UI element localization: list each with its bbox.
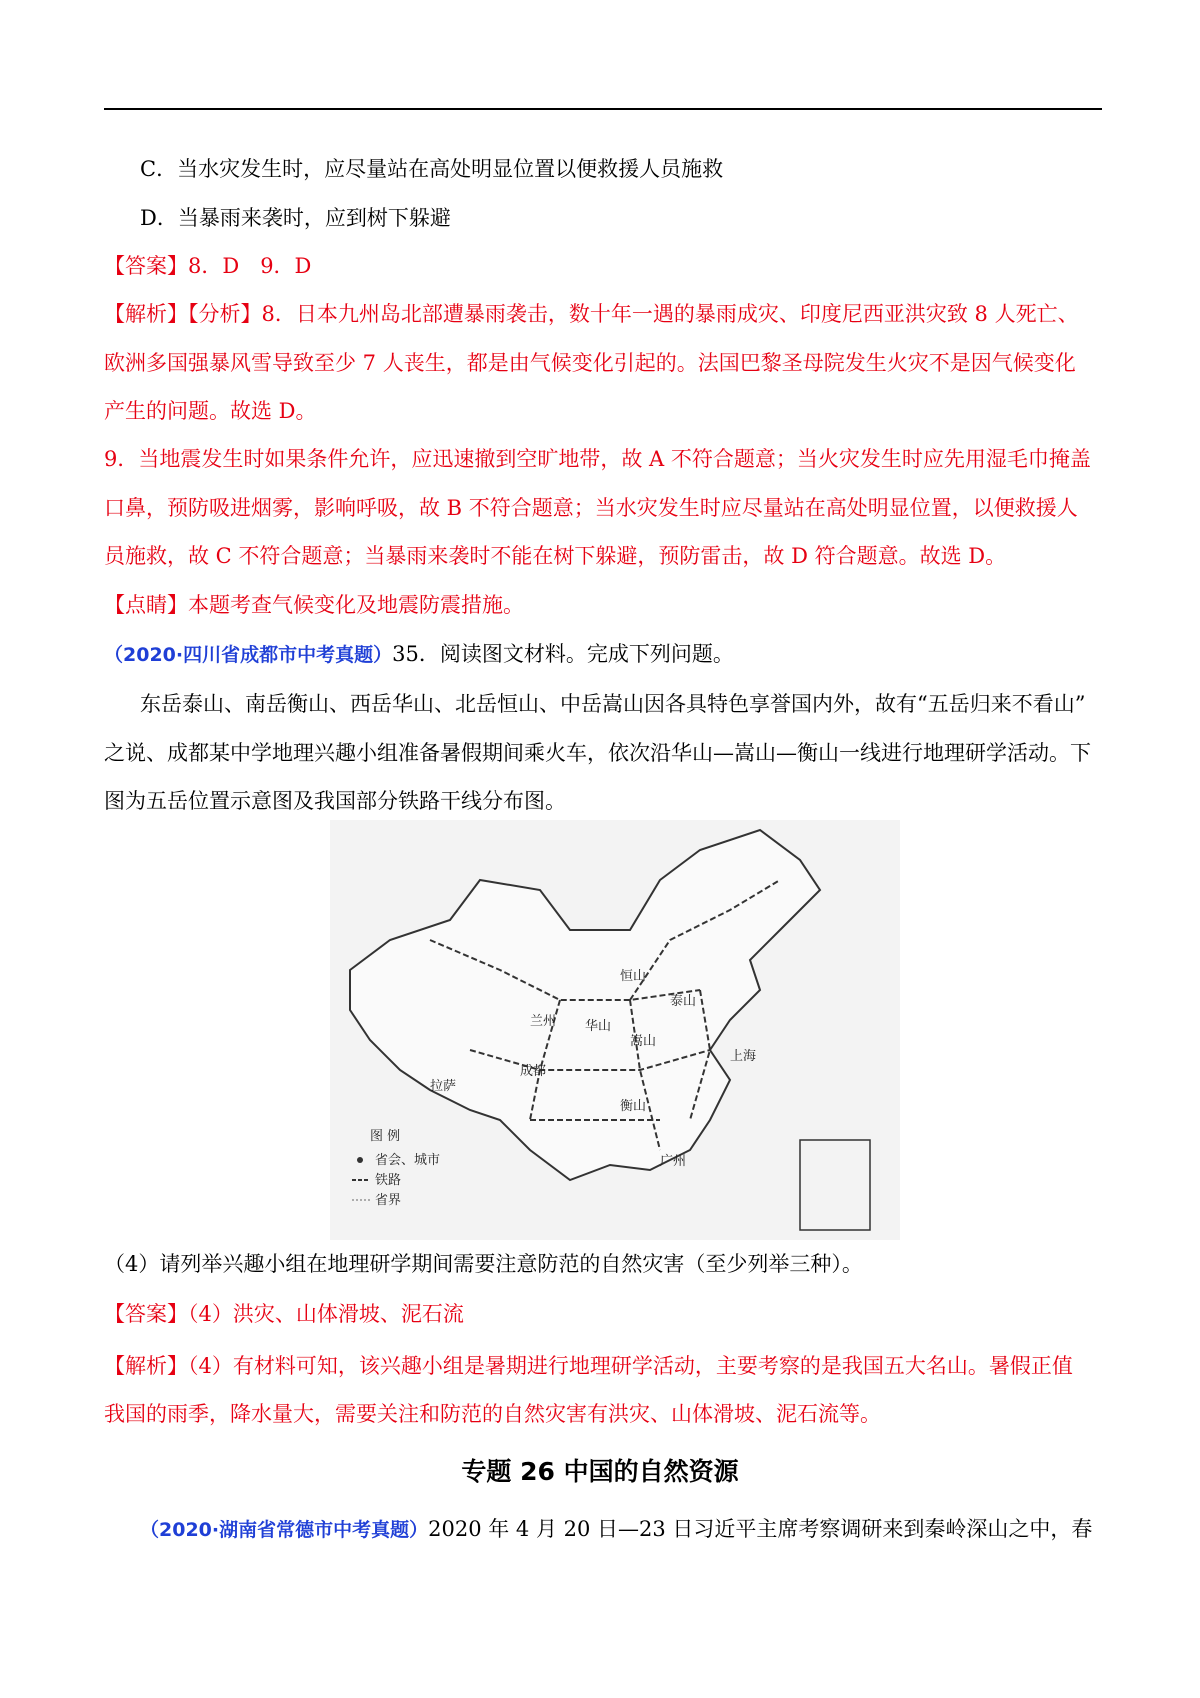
next-question xyxy=(140,1515,1092,1544)
map-label-huashan: 华山 xyxy=(585,1019,612,1034)
next-source-label: （2020·湖南省常德市中考真题） xyxy=(140,1519,429,1541)
question-4: （4）请列举兴趣小组在地理研学期间需要注意防范的自然灾害（至少列举三种）。 xyxy=(104,1252,863,1276)
answer-8-9: 【答案】8．D 9．D xyxy=(104,254,312,278)
material-line3: 图为五岳位置示意图及我国部分铁路干线分布图。 xyxy=(104,789,566,813)
material-line2: 之说、成都某中学地理兴趣小组准备暑假期间乘火车，依次沿华山—嵩山—衡山一线进行地理研学活动。下 xyxy=(104,741,1091,765)
analysis-4-line2: 我国的雨季，降水量大，需要关注和防范的自然灾害有洪灾、山体滑坡、泥石流等。 xyxy=(104,1402,881,1426)
map-label-lanzhou: 兰州 xyxy=(530,1014,557,1029)
analysis-4-line1: 【解析】（4）有材料可知，该兴趣小组是暑期进行地理研学活动，主要考察的是我国五大名山。暑假正值 xyxy=(104,1354,1073,1378)
analysis-8-line3: 产生的问题。故选 D。 xyxy=(104,399,317,423)
map-label-lasa: 拉萨 xyxy=(430,1079,457,1094)
analysis-9-line1: 9．当地震发生时如果条件允许，应迅速撤到空旷地带，故 A 不符合题意；当火灾发生时应先用湿毛巾掩盖 xyxy=(104,447,1091,471)
analysis-8-line1: 【解析】【分析】8．日本九州岛北部遭暴雨袭击，数十年一遇的暴雨成灾、印度尼西亚洪灾致 8 人死亡、 xyxy=(104,302,1079,326)
analysis-8-line2: 欧洲多国强暴风雪导致至少 7 人丧生，都是由气候变化引起的。法国巴黎圣母院发生火灾不是因气候变化 xyxy=(104,351,1076,375)
option-d: D．当暴雨来袭时，应到树下躲避 xyxy=(140,206,451,230)
next-question-text: 2020 年 4 月 20 日—23 日习近平主席考察调研来到秦岭深山之中，春 xyxy=(428,1517,1093,1541)
point-note: 【点睛】本题考查气候变化及地震防震措施。 xyxy=(104,593,524,617)
map-label-guangzhou: 广州 xyxy=(660,1154,687,1169)
section-title: 专题 26 中国的自然资源 xyxy=(461,1457,739,1486)
legend-city: 省会、城市 xyxy=(375,1153,441,1168)
map-label-hengshan-s: 衡山 xyxy=(620,1099,647,1114)
map-label-chengdu: 成都 xyxy=(520,1064,547,1079)
question-35 xyxy=(104,640,734,669)
map-label-hengshan-n: 恒山 xyxy=(620,969,647,984)
legend-title: 图 例 xyxy=(370,1129,401,1144)
legend-railway: 铁路 xyxy=(375,1173,402,1188)
material-line1: 东岳泰山、南岳衡山、西岳华山、北岳恒山、中岳嵩山因各具特色享誉国内外，故有“五岳归来不看山” xyxy=(140,692,1086,716)
map-label-shanghai: 上海 xyxy=(730,1049,757,1064)
map-figure xyxy=(330,820,900,1240)
map-label-songshan: 嵩山 xyxy=(630,1034,657,1049)
china-railway-map xyxy=(330,820,900,1240)
option-c: C．当水灾发生时，应尽量站在高处明显位置以便救援人员施救 xyxy=(140,157,724,181)
legend-city-symbol xyxy=(357,1157,363,1163)
answer-4: 【答案】（4）洪灾、山体滑坡、泥石流 xyxy=(104,1302,464,1326)
header-rule xyxy=(104,108,1102,110)
analysis-9-line2: 口鼻，预防吸进烟雾，影响呼吸，故 B 不符合题意；当水灾发生时应尽量站在高处明显位置，以便救援人 xyxy=(104,496,1078,520)
source-label: （2020·四川省成都市中考真题） xyxy=(104,644,393,666)
legend-box xyxy=(350,1120,460,1220)
analysis-9-line3: 员施救，故 C 不符合题意；当暴雨来袭时不能在树下躲避，预防雷击，故 D 符合题意。故选 D。 xyxy=(104,544,1007,568)
legend-border: 省界 xyxy=(375,1193,402,1208)
south-sea-inset xyxy=(800,1140,870,1230)
question-35-text: 35．阅读图文材料。完成下列问题。 xyxy=(392,642,734,666)
map-label-taishan: 泰山 xyxy=(670,994,697,1009)
